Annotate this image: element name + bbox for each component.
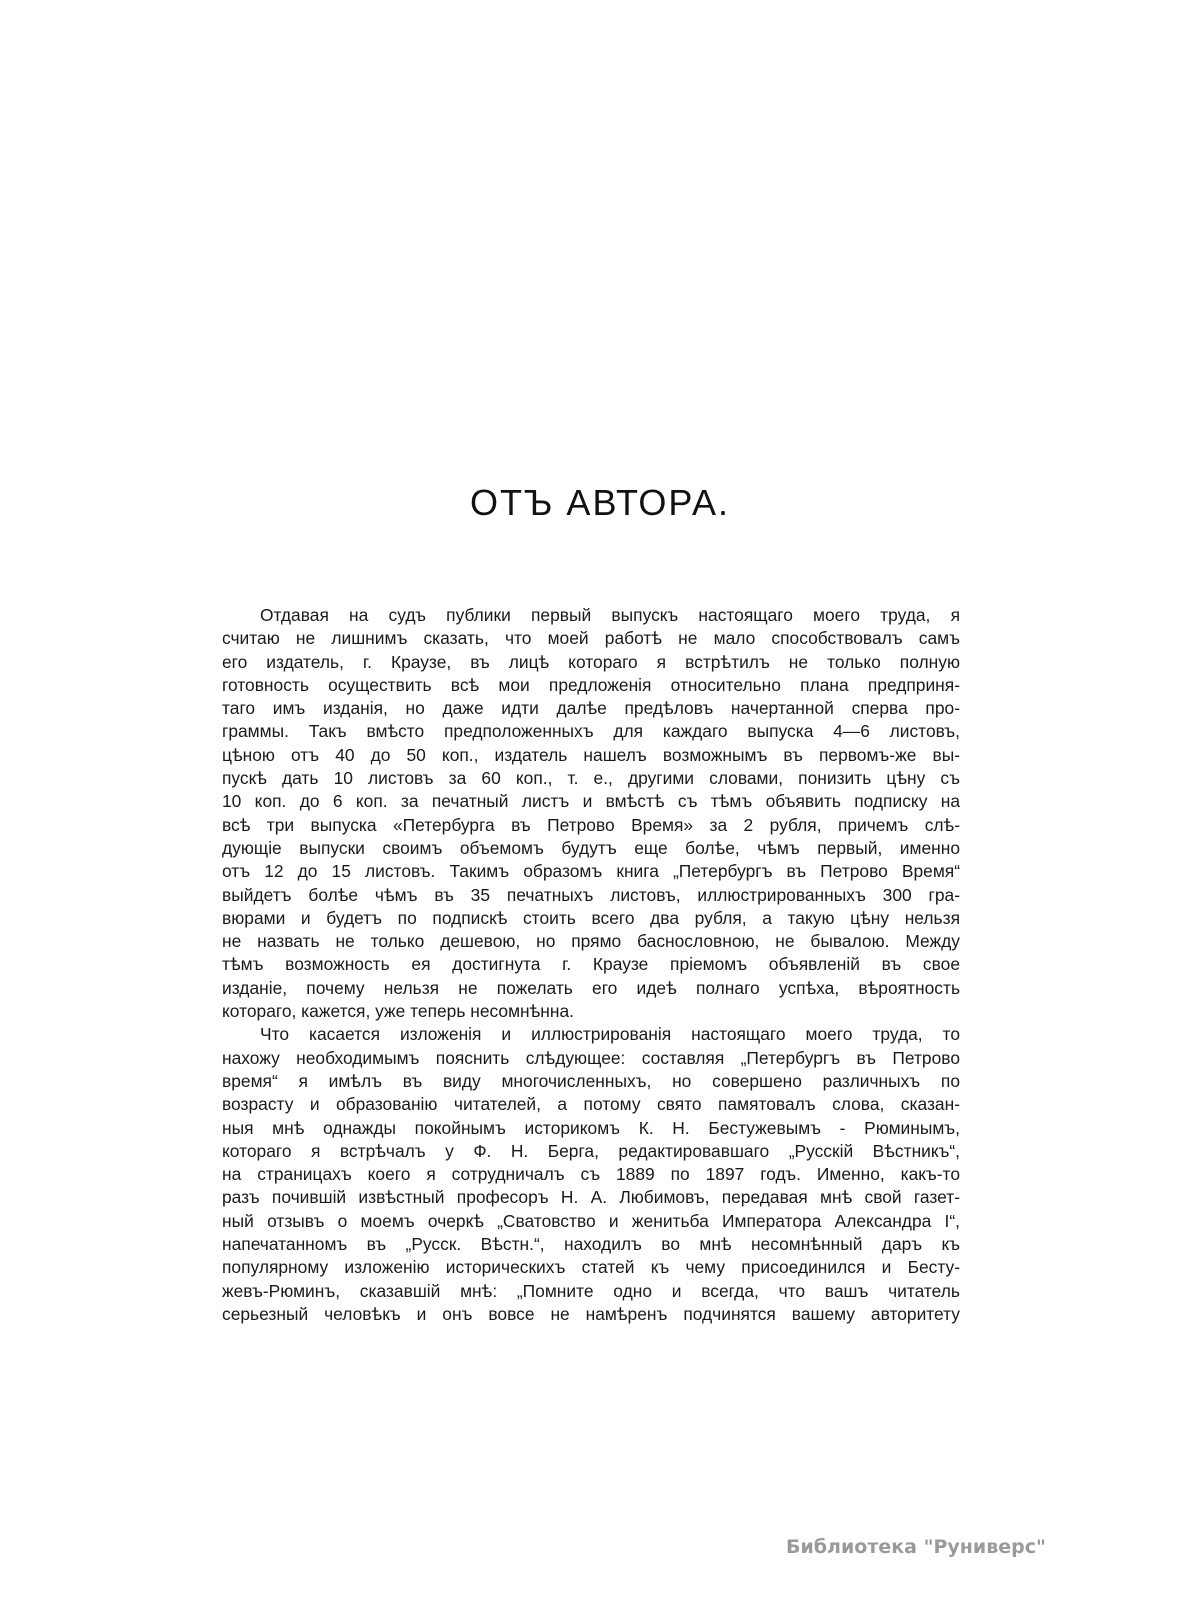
text-line: дующіе выпуски своимъ объемомъ будутъ еще болѣе, чѣмъ первый, именно [222, 837, 960, 858]
text-line: 10 коп. до 6 коп. за печатный листъ и вмѣстѣ съ тѣмъ объявить подписку на [222, 791, 960, 812]
text-line: ныя мнѣ однажды покойнымъ историкомъ К. Н. Бестужевымъ - Рюминымъ, [222, 1117, 960, 1138]
text-line: цѣною отъ 40 до 50 коп., издатель нашелъ возможнымъ въ первомъ-же вы- [222, 744, 960, 765]
text-line: всѣ три выпуска «Петербурга въ Петрово Время» за 2 рубля, причемъ слѣ- [222, 814, 960, 835]
text-line: отъ 12 до 15 листовъ. Такимъ образомъ книга „Петербургъ въ Петрово Время“ [222, 861, 960, 882]
text-line: выйдетъ болѣе чѣмъ въ 35 печатныхъ листовъ, иллюстрированныхъ 300 гра- [222, 884, 960, 905]
text-line: изданіе, почему нельзя не пожелать его идеѣ полнаго успѣха, вѣроятность [222, 977, 960, 998]
text-line: котораго я встрѣчалъ у Ф. Н. Берга, редактировавшаго „Русскій Вѣстникъ“, [222, 1140, 960, 1161]
body-text [222, 604, 960, 1326]
text-line: пускѣ дать 10 листовъ за 60 коп., т. е., другими словами, понизить цѣну съ [222, 768, 960, 789]
text-line: граммы. Такъ вмѣсто предположенныхъ для каждаго выпуска 4—6 листовъ, [222, 721, 960, 742]
text-line: не назвать не только дешевою, но прямо баснословною, не бывалою. Между [222, 931, 960, 952]
text-line: вюрами и будетъ по подпискѣ стоить всего два рубля, а такую цѣну нельзя [222, 907, 960, 928]
text-line: его издатель, г. Краузе, въ лицѣ котораго я встрѣтилъ не только полную [222, 651, 960, 672]
text-line: популярному изложенію историческихъ статей къ чему присоединился и Бесту- [222, 1257, 960, 1278]
text-line: возрасту и образованію читателей, а потому свято памятовалъ слова, сказан- [222, 1094, 960, 1115]
text-line: ный отзывъ о моемъ очеркѣ „Сватовство и женитьба Императора Александра I“, [222, 1210, 960, 1231]
text-line: серьезный человѣкъ и онъ вовсе не намѣренъ подчинятся вашему авторитету [222, 1303, 960, 1324]
text-line: нахожу необходимымъ пояснить слѣдующее: составляя „Петербургъ въ Петрово [222, 1047, 960, 1068]
text-line: время“ я имѣлъ въ виду многочисленныхъ, но совершено различныхъ по [222, 1070, 960, 1091]
text-line: жевъ-Рюминъ, сказавшій мнѣ: „Помните одно и всегда, что вашъ читатель [222, 1280, 960, 1301]
text-line: считаю не лишнимъ сказать, что моей работѣ не мало способствовалъ самъ [222, 628, 960, 649]
text-line: разъ почившій извѣстный професоръ Н. А. Любимовъ, передавая мнѣ свой газет- [222, 1187, 960, 1208]
page-heading: ОТЪ АВТОРА. [469, 482, 731, 523]
text-line: таго имъ изданія, но даже идти далѣе предѣловъ начертанной сперва про- [222, 698, 960, 719]
text-line: котораго, кажется, уже теперь несомнѣнна. [222, 1001, 574, 1022]
text-line: тѣмъ возможность ея достигнута г. Краузе пріемомъ объявленій въ свое [222, 954, 960, 975]
text-line: Отдавая на судъ публики первый выпускъ настоящаго моего труда, я [260, 605, 960, 625]
library-watermark: Библиотека "Руниверс" [786, 1536, 1046, 1558]
text-line: напечатанномъ въ „Русск. Вѣстн.“, находилъ во мнѣ несомнѣнный даръ къ [222, 1234, 960, 1255]
text-line: Что касается изложенія и иллюстрированія настоящаго моего труда, то [260, 1024, 960, 1045]
text-line: на страницахъ коего я сотрудничалъ съ 1889 по 1897 годъ. Именно, какъ-то [222, 1164, 960, 1185]
text-line: готовность осуществить всѣ мои предложенія относительно плана предприня- [222, 674, 960, 695]
